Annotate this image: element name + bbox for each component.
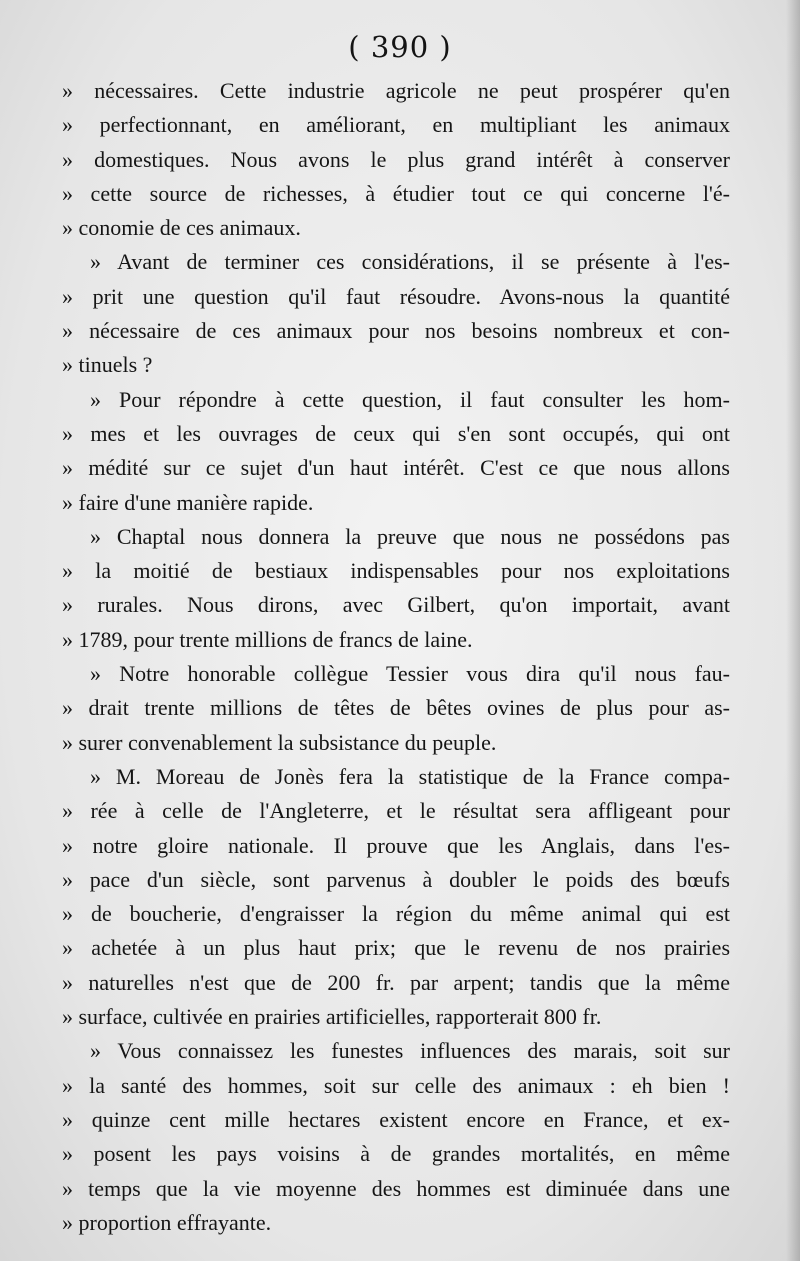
text-line: » perfectionnant, en améliorant, en multipliant les animaux: [62, 112, 730, 138]
text-line: » surer convenablement la subsistance du peuple.: [62, 729, 497, 755]
text-line: » naturelles n'est que de 200 fr. par arpent; tandis que la même: [62, 969, 730, 995]
text-line: » nécessaires. Cette industrie agricole ne peut prospérer qu'en: [62, 78, 730, 103]
text-line: » pace d'un siècle, sont parvenus à doubler le poids des bœufs: [62, 866, 730, 892]
body-text: [62, 74, 730, 1240]
text-line: » faire d'une manière rapide.: [62, 489, 314, 515]
text-line: » proportion effrayante.: [62, 1209, 272, 1235]
text-line: » surface, cultivée en prairies artificielles, rapporterait 800 fr.: [62, 1004, 602, 1030]
text-line: » conomie de ces animaux.: [62, 215, 301, 241]
text-line: » quinze cent mille hectares existent encore en France, et ex-: [62, 1106, 730, 1132]
text-line: » posent les pays voisins à de grandes mortalités, en même: [62, 1141, 730, 1167]
text-line: » domestiques. Nous avons le plus grand intérêt à conserver: [62, 146, 730, 172]
text-line: » médité sur ce sujet d'un haut intérêt. C'est ce que nous allons: [62, 455, 730, 481]
page-edge-shadow: [786, 0, 800, 1261]
text-line: » Avant de terminer ces considérations, il se présente à l'es-: [90, 249, 730, 275]
text-line: » Notre honorable collègue Tessier vous dira qu'il nous fau-: [90, 661, 730, 687]
page-number: ( 390 ): [348, 30, 452, 64]
text-line: » Vous connaissez les funestes influences des marais, soit sur: [90, 1038, 730, 1064]
text-line: » nécessaire de ces animaux pour nos besoins nombreux et con-: [62, 318, 730, 344]
text-line: » rée à celle de l'Angleterre, et le résultat sera affligeant pour: [62, 798, 730, 824]
text-line: » notre gloire nationale. Il prouve que les Anglais, dans l'es-: [62, 832, 730, 858]
text-line: » prit une question qu'il faut résoudre. Avons-nous la quantité: [62, 283, 730, 309]
text-line: » temps que la vie moyenne des hommes est diminuée dans une: [62, 1175, 730, 1201]
text-line: » 1789, pour trente millions de francs de laine.: [62, 626, 473, 652]
text-line: » cette source de richesses, à étudier tout ce qui concerne l'é-: [62, 180, 730, 206]
text-line: » Pour répondre à cette question, il faut consulter les hom-: [90, 386, 730, 412]
text-line: » la santé des hommes, soit sur celle des animaux : eh bien !: [62, 1072, 730, 1098]
text-line: » drait trente millions de têtes de bêtes ovines de plus pour as-: [62, 695, 730, 721]
text-line: » la moitié de bestiaux indispensables pour nos exploitations: [62, 558, 730, 584]
text-line: » mes et les ouvrages de ceux qui s'en sont occupés, qui ont: [62, 420, 730, 446]
text-line: » de boucherie, d'engraisser la région du même animal qui est: [62, 901, 730, 927]
text-line: » M. Moreau de Jonès fera la statistique de la France compa-: [90, 763, 730, 789]
text-line: » achetée à un plus haut prix; que le revenu de nos prairies: [62, 935, 730, 961]
text-line: » rurales. Nous dirons, avec Gilbert, qu'on importait, avant: [62, 592, 730, 618]
text-line: » tinuels ?: [62, 352, 153, 378]
text-line: » Chaptal nous donnera la preuve que nous ne possédons pas: [90, 523, 730, 549]
